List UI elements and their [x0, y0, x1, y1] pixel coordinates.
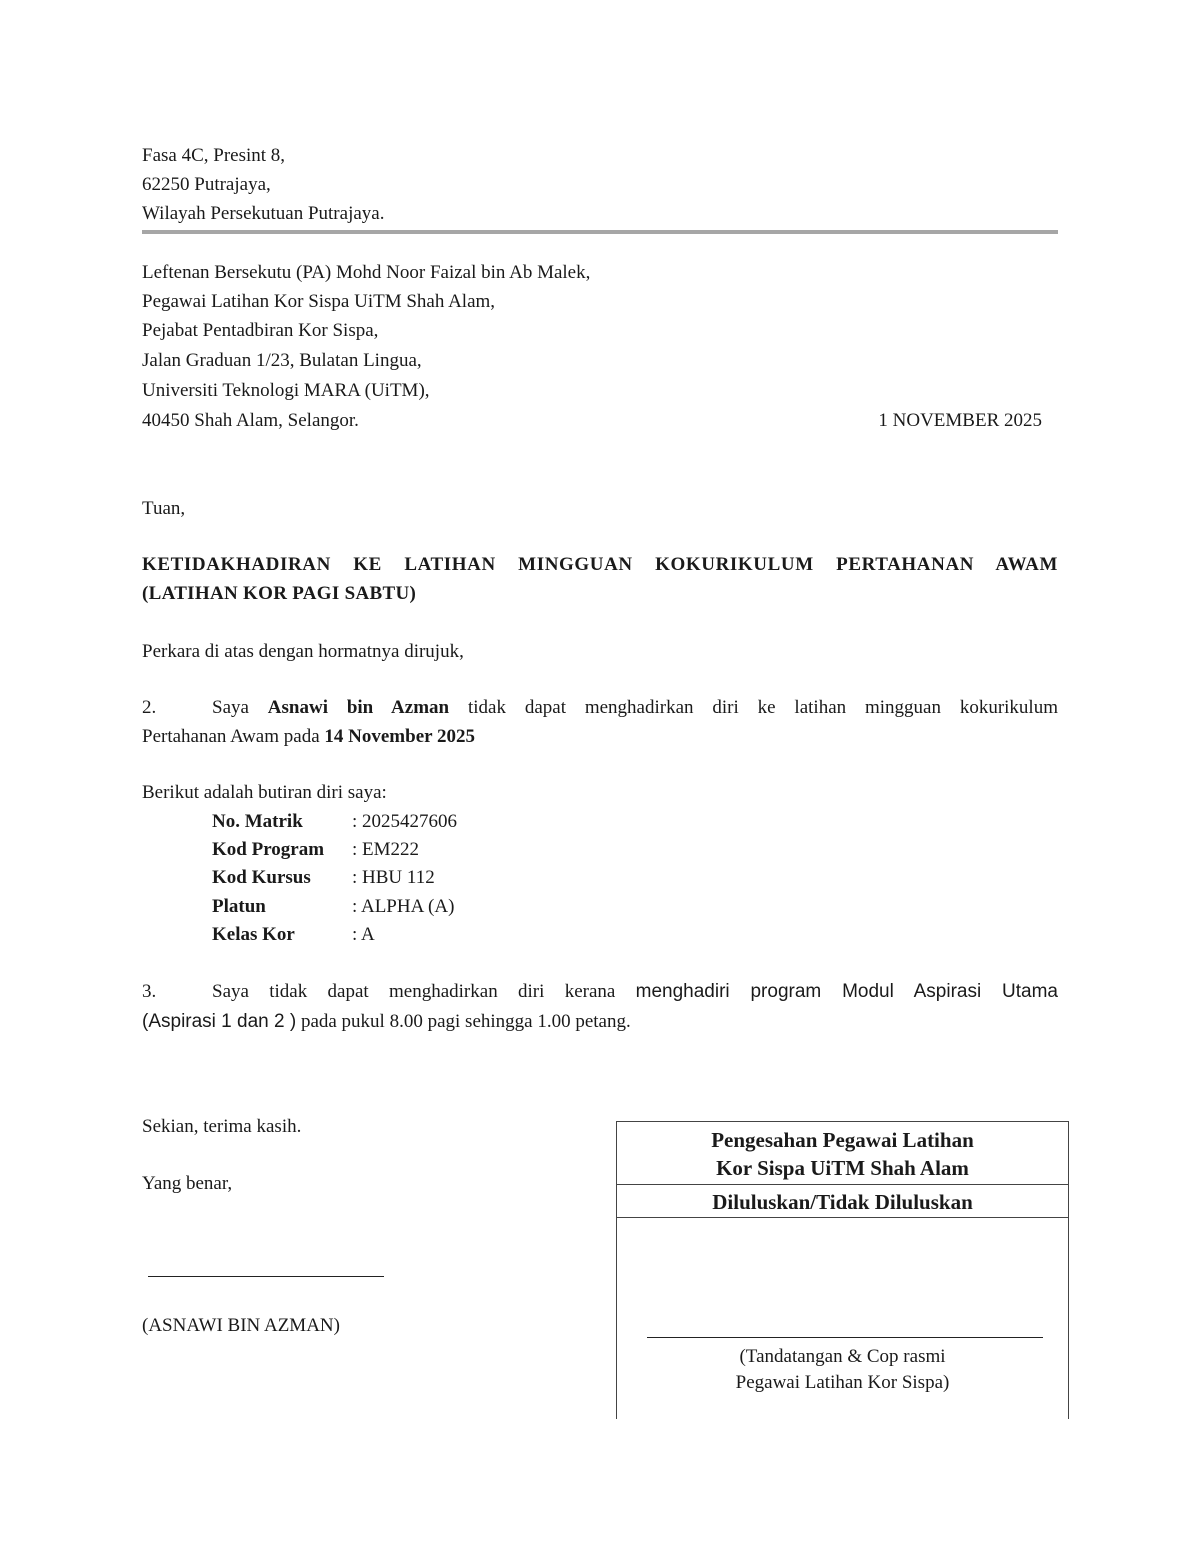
recipient-address-line: 40450 Shah Alam, Selangor.: [142, 410, 359, 431]
official-signature-line: [647, 1337, 1043, 1338]
detail-label: Kod Program: [212, 839, 325, 860]
program-detail: (Aspirasi 1 dan 2 ): [142, 1011, 297, 1032]
detail-label: Platun: [212, 896, 266, 917]
sender-address-line: 62250 Putrajaya,: [142, 174, 271, 195]
letter-date: 1 NOVEMBER 2025: [878, 410, 1042, 431]
intro-paragraph: Perkara di atas dengan hormatnya dirujuk,: [142, 641, 464, 662]
approval-box-divider: [617, 1184, 1068, 1185]
sender-address-line: Fasa 4C, Presint 8,: [142, 145, 286, 166]
signature-line: [148, 1276, 384, 1277]
detail-value: : ALPHA (A): [352, 896, 455, 917]
recipient-address-line: Pejabat Pentadbiran Kor Sispa,: [142, 320, 379, 341]
paragraph-text: Saya: [212, 697, 268, 718]
detail-value: : 2025427606: [352, 811, 458, 832]
closing: Sekian, terima kasih.: [142, 1116, 302, 1137]
recipient-address-line: Jalan Graduan 1/23, Bulatan Lingua,: [142, 350, 422, 371]
paragraph-number: 3.: [142, 981, 157, 1002]
salutation: Tuan,: [142, 498, 186, 519]
student-name: Asnawi bin Azman: [267, 697, 450, 718]
paragraph-number: 2.: [142, 697, 157, 718]
detail-value: : EM222: [352, 839, 420, 860]
paragraph-3-line-2: [142, 1008, 631, 1036]
subject-line-1: KETIDAKHADIRAN KE LATIHAN MINGGUAN KOKURIKULUM PERTAHANAN AWAM: [142, 554, 1058, 575]
approval-status: Diluluskan/Tidak Diluluskan: [712, 1190, 973, 1214]
paragraph-2-line-2: [142, 723, 475, 751]
paragraph-2-line-1: [142, 694, 1058, 722]
detail-value: : A: [352, 924, 375, 945]
paragraph-text: pada pukul 8.00 pagi sehingga 1.00 petang.: [296, 1011, 631, 1032]
subject-line-2: (LATIHAN KOR PAGI SABTU): [142, 583, 417, 604]
sign-off: Yang benar,: [142, 1173, 233, 1194]
approval-title-line-1: Pengesahan Pegawai Latihan: [711, 1128, 974, 1152]
detail-label: Kod Kursus: [212, 867, 311, 888]
recipient-address-line: Pegawai Latihan Kor Sispa UiTM Shah Alam,: [142, 291, 496, 312]
detail-label: Kelas Kor: [212, 924, 295, 945]
paragraph-3-line-1: [142, 978, 1058, 1006]
detail-label: No. Matrik: [212, 811, 303, 832]
details-intro: Berikut adalah butiran diri saya:: [142, 782, 387, 803]
approval-caption-line-2: Pegawai Latihan Kor Sispa): [735, 1372, 950, 1393]
approval-box-divider: [617, 1217, 1068, 1218]
approval-title-line-2: Kor Sispa UiTM Shah Alam: [716, 1156, 969, 1180]
approval-box: [616, 1121, 1069, 1419]
header-divider: [142, 230, 1058, 234]
paragraph-text: Saya tidak dapat menghadirkan diri kerana: [212, 981, 636, 1002]
approval-caption-line-1: (Tandatangan & Cop rasmi: [739, 1346, 946, 1367]
detail-value: : HBU 112: [352, 867, 435, 888]
absence-date: 14 November 2025: [324, 726, 475, 747]
paragraph-text: tidak dapat menghadirkan diri ke latihan mingguan kokurikulum: [449, 697, 1058, 718]
program-name: menghadiri program Modul Aspirasi Utama: [635, 981, 1058, 1002]
sender-address-line: Wilayah Persekutuan Putrajaya.: [142, 203, 385, 224]
recipient-address-line: Universiti Teknologi MARA (UiTM),: [142, 380, 430, 401]
recipient-address-line: Leftenan Bersekutu (PA) Mohd Noor Faizal bin Ab Malek,: [142, 262, 591, 283]
paragraph-text: Pertahanan Awam pada: [142, 726, 325, 747]
signatory-name: (ASNAWI BIN AZMAN): [142, 1315, 340, 1336]
